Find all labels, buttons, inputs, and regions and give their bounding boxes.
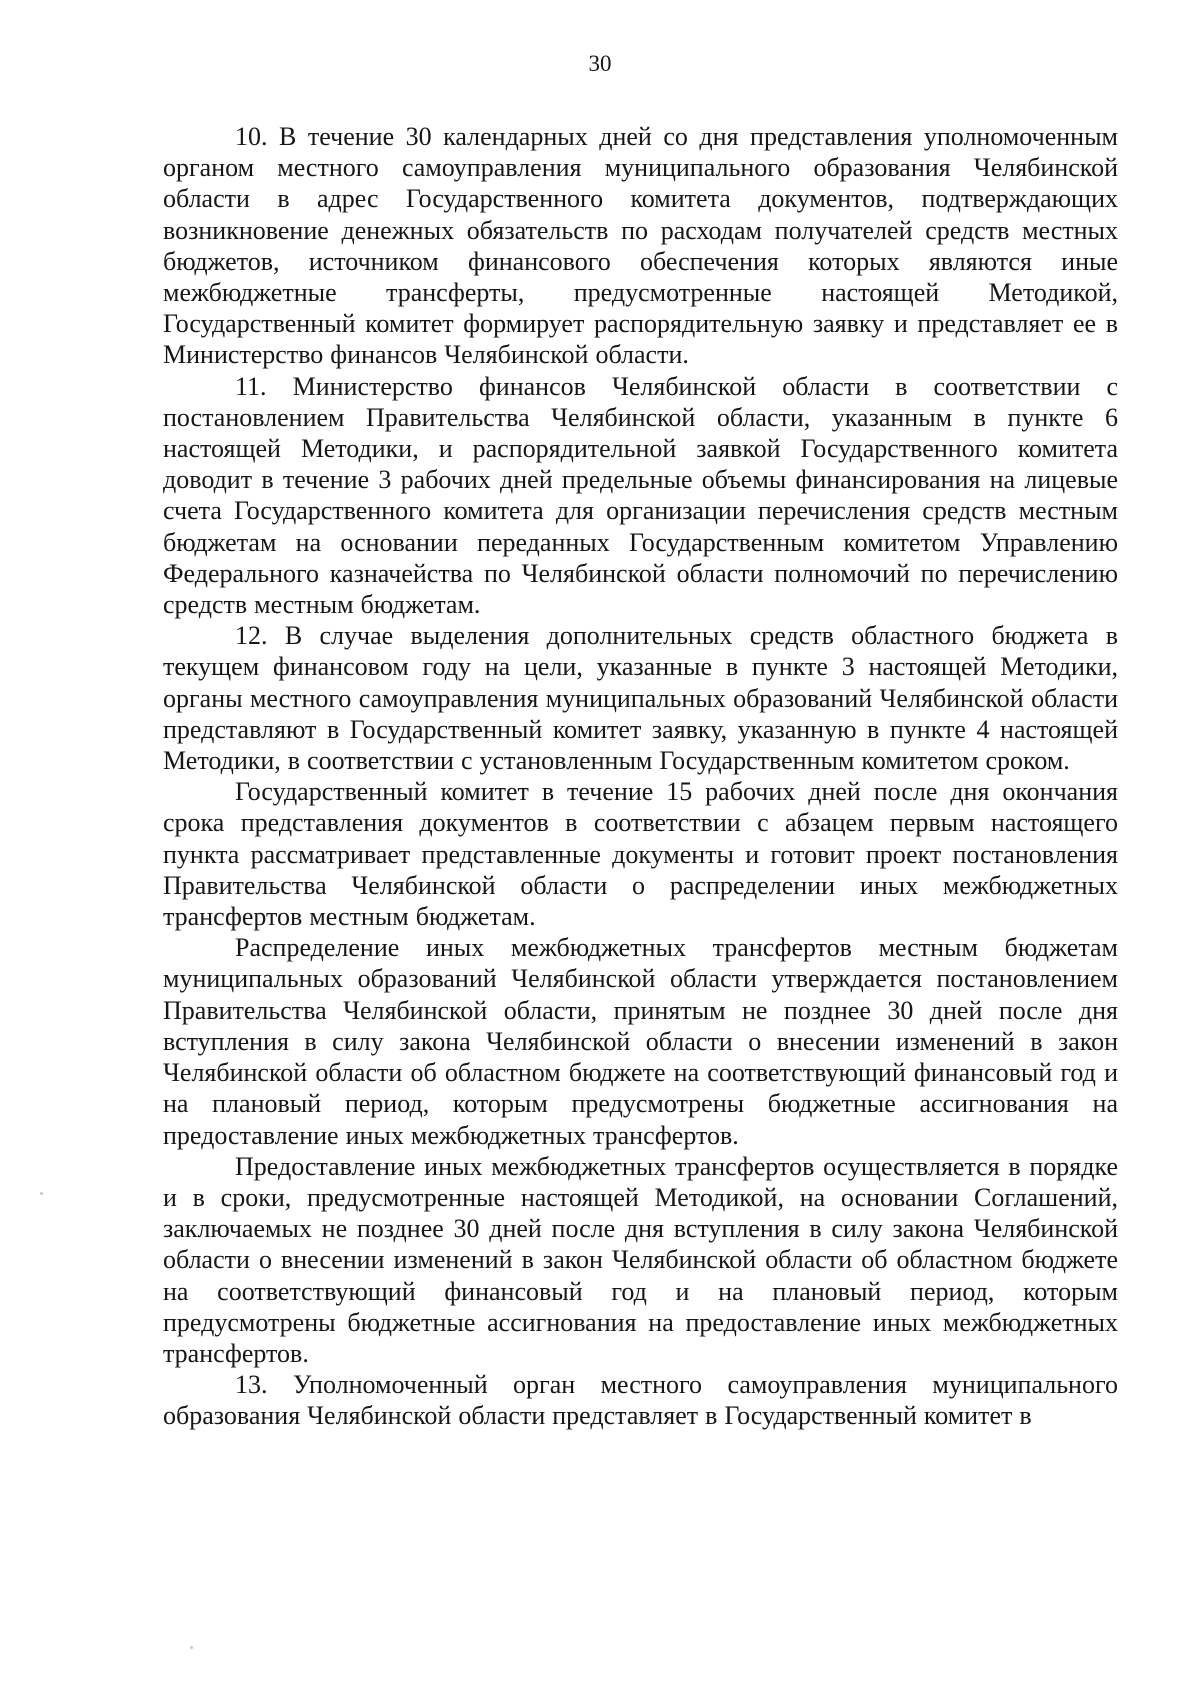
paragraph-10: 10. В течение 30 календарных дней со дня представления уполномоченным органом местного самоуправления муниципального образования Челябинской области в адрес Государственного комитета документов, подтверждающих возникновение денежных обязательств по расходам получателей средств местных бюджетов, источником финансового обеспечения которых являются иные межбюджетные трансферты, предусмотренные настоящей Методикой, Государственный комитет формирует распорядительную заявку и представляет ее в Министерство финансов Челябинской области. bbox=[163, 122, 1118, 370]
scan-speck bbox=[190, 1646, 193, 1649]
page-number: 30 bbox=[588, 51, 612, 76]
paragraph-12: 12. В случае выделения дополнительных средств областного бюджета в текущем финансовом году на цели, указанные в пункте 3 настоящей Методики, органы местного самоуправления муниципальных образований Челябинской области представляют в Государственный комитет заявку, указанную в пункте 4 настоящей Методики, в соответствии с установленным Государственным комитетом сроком. bbox=[163, 621, 1118, 776]
paragraph-12-part-2: Государственный комитет в течение 15 рабочих дней после дня окончания срока представления документов в соответствии с абзацем первым настоящего пункта рассматривает представленные документы и готовит проект постановления Правительства Челябинской области о распределении иных межбюджетных трансфертов местным бюджетам. bbox=[163, 777, 1118, 932]
paragraph-12-part-4: Предоставление иных межбюджетных трансфертов осуществляется в порядке и в сроки, предусмотренные настоящей Методикой, на основании Соглашений, заключаемых не позднее 30 дней после дня вступления в силу закона Челябинской области о внесении изменений в закон Челябинской области об областном бюджете на соответствующий финансовый год и на плановый период, которым предусмотрены бюджетные ассигнования на предоставление иных межбюджетных трансфертов. bbox=[163, 1151, 1118, 1368]
document-body bbox=[163, 121, 1118, 1432]
paragraph-13: 13. Уполномоченный орган местного самоуправления муниципального образования Челябинской области представляет в Государственный комитет в bbox=[163, 1370, 1118, 1431]
paragraph-12-part-3: Распределение иных межбюджетных трансфертов местным бюджетам муниципальных образований Челябинской области утверждается постановлением Правительства Челябинской области, принятым не позднее 30 дней после дня вступления в силу закона Челябинской области о внесении изменений в закон Челябинской области об областном бюджете на соответствующий финансовый год и на плановый период, которым предусмотрены бюджетные ассигнования на предоставление иных межбюджетных трансфертов. bbox=[163, 933, 1118, 1150]
paragraph-11: 11. Министерство финансов Челябинской области в соответствии с постановлением Правительства Челябинской области, указанным в пункте 6 настоящей Методики, и распорядительной заявкой Государственного комитета доводит в течение 3 рабочих дней предельные объемы финансирования на лицевые счета Государственного комитета для организации перечисления средств местным бюджетам на основании переданных Государственным комитетом Управлению Федерального казначейства по Челябинской области полномочий по перечислению средств местным бюджетам. bbox=[163, 371, 1118, 620]
scan-speck bbox=[40, 1192, 43, 1195]
